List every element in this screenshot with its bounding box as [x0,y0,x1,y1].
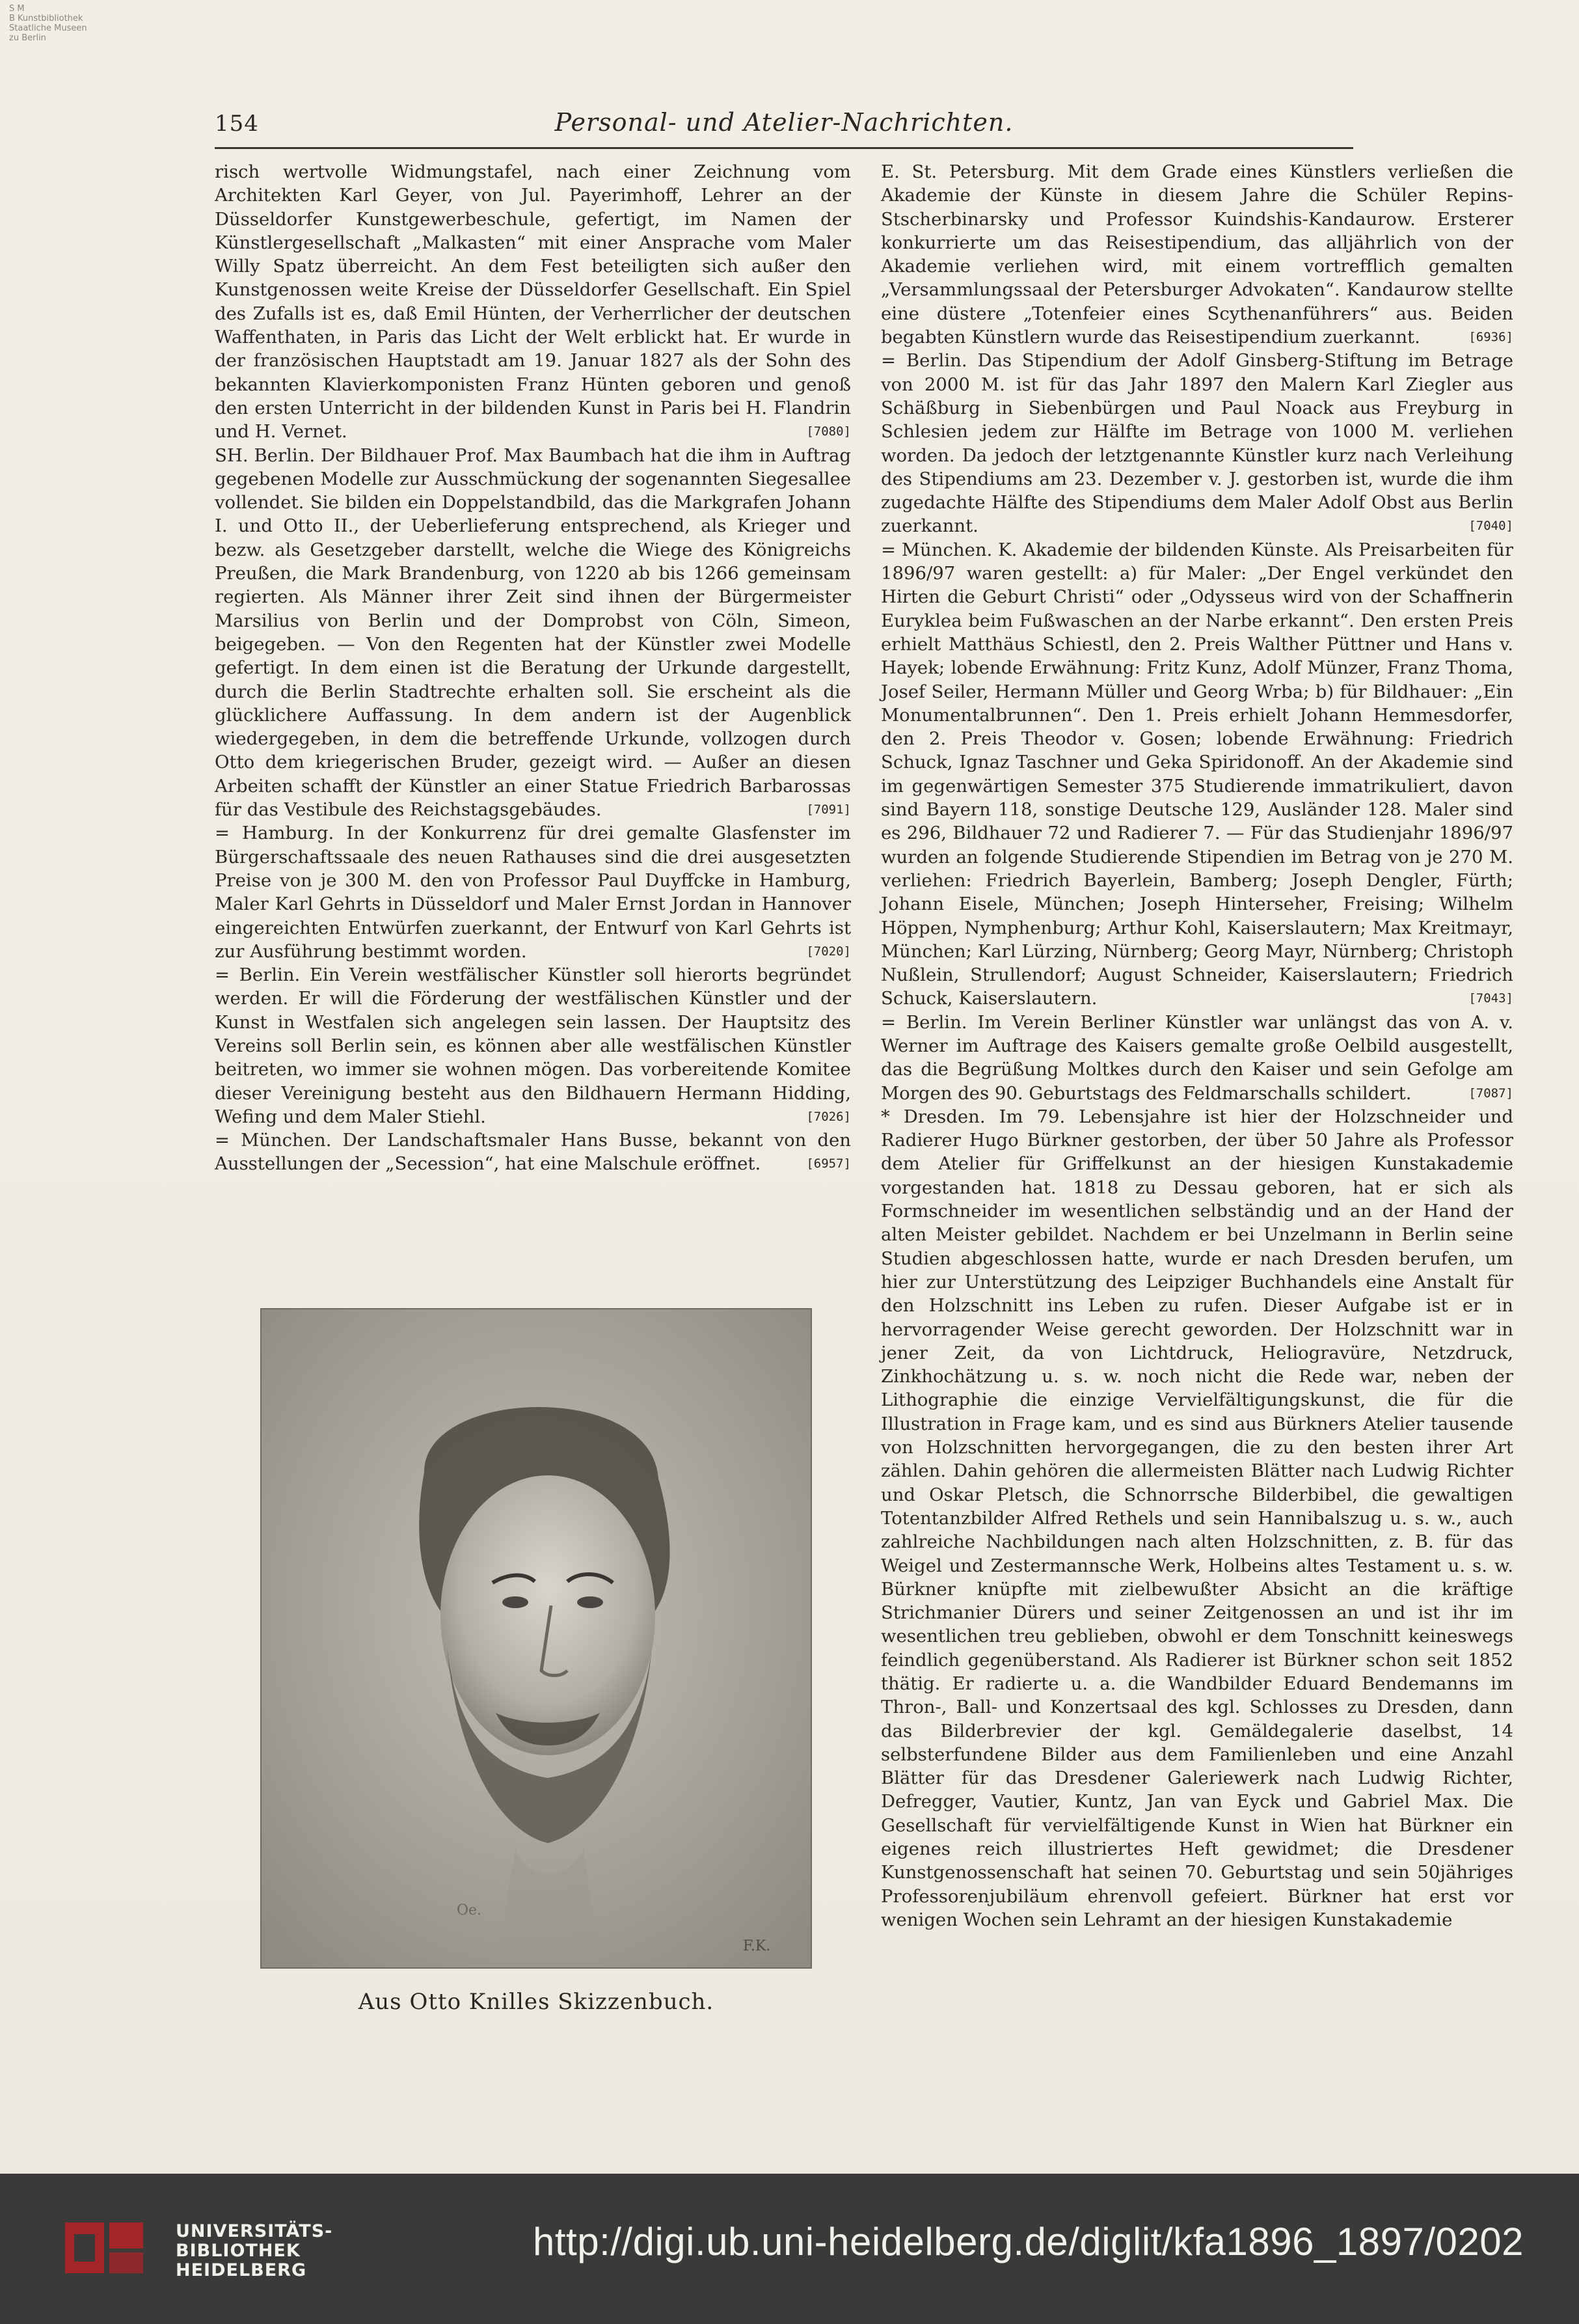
article-reference: [7026] [806,1109,851,1124]
article-reference: [7087] [1468,1086,1513,1100]
institution-line: BIBLIOTHEK [176,2241,301,2261]
paragraph-text: * Dresden. Im 79. Lebensjahre ist hier der Holzschneider und Radierer Hugo Bürkner gestorben, der über 50 Jahre als Professor dem Atelier für Griffelkunst an der hiesigen Kunstakademie vorgestanden hat. 1818 zu Dessau geboren, hat er sich als Formschneider im wesentlichen selbständig und an der Hand der alten Meister gebildet. Nachdem er bei Unzelmann in Berlin seine Studien abgeschlossen hatte, wurde er nach Dresden berufen, um hier zur Unterstützung des Leipziger Buchhandels eine Anstalt für den Holzschnitt ins Leben zu rufen. Dieser Aufgabe ist er in hervorragender Weise gerecht geworden. Der Holzschnitt war in jener Zeit, da von Lichtdruck, Heliogravüre, Netzdruck, Zinkhochätzung u. s. w. noch nicht die Rede war, neben der Lithographie die einzige Vervielfältigungskunst, die für die Illustration in Frage kam, und es sind aus Bürkners Atelier tausende von Holzschnitten hervorgegangen, die zu den besten ihrer Art zählen. Dahin gehören die allermeisten Blätter nach Ludwig Richter und Oskar Pletsch, die Schnorrsche Bilderbibel, die gewaltigen Totentanzbilder Alfred Rethels und sein Hannibalszug u. s. w., auch zahlreiche Nachbildungen nach alten Holzschnitten, z. B. für das Weigel und Zestermannsche Werk, Holbeins altes Testament u. s. w. Bürkner knüpfte mit zielbewußter Absicht an die kräftige Strichmanier Dürers und seiner Zeitgenossen an und ist ihr im wesentlichen treu geblieben, obwohl er dem Tonschnitt keineswegs feindlich gegenüberstand. Als Radierer ist Bürkner schon seit 1852 thätig. Er radierte u. a. die Wandbilder Eduard Bendemanns im Thron-, Ball- und Konzertsaal des kgl. Schlosses zu Dresden, dann das Bilderbrevier der kgl. Gemäldegalerie daselbst, 14 selbsterfundene Bilder aus dem Familienleben und eine Anzahl Blätter für das Dresdener Galeriewerk nach Ludwig Richter, Defregger, Vautier, Kuntz, Jan van Eyck und Gabriel Max. Die Gesellschaft für vervielfältigende Kunst in Wien hat Bürkner ein eigenes reich illustriertes Heft gewidmet; die Dresdener Kunstgenossenschaft hat seinen 70. Geburtstag und sein 50jähriges Professorenjubiläum ehrenvoll gefeiert. Bürkner hat erst vor wenigen Wochen sein Lehramt an der hiesigen Kunstakademie [881,1106,1513,1930]
article-reference: [7043] [1468,991,1513,1006]
paragraph-text: risch wertvolle Widmungstafel, nach einer Zeichnung vom Architekten Karl Geyer, von Jul. Payerimhoff, Lehrer an der Düsseldorfer Kunstgewerbeschule, gefertigt, im Namen der Künstlergesellschaft „Malkasten“ mit einer Ansprache vom Maler Willy Spatz überreicht. An dem Fest beteiligten sich außer den Kunstgenossen weite Kreise der Düsseldorfer Gesellschaft. Ein Spiel des Zufalls ist es, daß Emil Hünten, der Verherrlicher der deutschen Waffenthaten, in Paris das Licht der Welt erblickt hat. Er wurde in der französischen Hauptstadt am 19. Januar 1827 als der Sohn des bekannten Klavierkomponisten Franz Hünten geboren und genoß den ersten Unterricht in der bildenden Kunst in Paris bei H. Flandrin und H. Vernet. [215,161,851,443]
paragraph-text: = München. Der Landschaftsmaler Hans Busse, bekannt von den Ausstellungen der „Secession“, hat eine Malschule eröffnet. [215,1130,851,1175]
article-paragraph [215,444,851,822]
article-reference: [7080] [806,424,851,439]
permalink-url[interactable]: http://digi.ub.uni-heidelberg.de/diglit/kfa1896_1897/0202 [533,2220,1524,2263]
paragraph-text: SH. Berlin. Der Bildhauer Prof. Max Baumbach hat die ihm in Auftrag gegebenen Modelle zur Ausschmückung der sogenannten Siegesallee vollendet. Sie bilden ein Doppelstandbild, das die Markgrafen Johann I. und Otto II., der Ueberlieferung entsprechend, als Krieger und bezw. als Gesetzgeber darstellt, welche die Wiege des Königreichs Preußen, die Mark Brandenburg, von 1220 ab bis 1266 gemeinsam regierten. Als Männer ihrer Zeit sind ihnen der Bürgermeister Marsilius von Berlin und der Domprobst von Cöln, Simeon, beigegeben. — Von den Regenten hat der Künstler zwei Modelle gefertigt. In dem einen ist die Beratung der Urkunde dargestellt, durch die Berlin Stadtrechte erhalten soll. Sie erscheint als die glücklichere Auffassung. In dem andern ist der Augenblick wiedergegeben, in dem die betreffende Urkunde, vollzogen durch Otto dem kriegerischen Bruder, gezeigt wird. — Außer an diesen Arbeiten schafft der Künstler an einer Statue Friedrich Barbarossas für das Vestibule des Reichstagsgebäudes. [215,444,851,821]
paragraph-text: = Berlin. Ein Verein westfälischer Künstler soll hierorts begründet werden. Er will die Förderung der westfälischen Künstler und der Kunst in Westfalen sich angelegen sein lassen. Der Hauptsitz des Vereins soll Berlin sein, es können aber alle westfälischen Künstler beitreten, wo immer sie wohnen mögen. Das vorbereitende Komitee dieser Vereinigung besteht aus den Bildhauern Hermann Hidding, Wefing und dem Maler Stiehl. [215,964,851,1127]
paragraph-text: = Berlin. Im Verein Berliner Künstler war unlängst das von A. v. Werner im Auftrage des Kaisers gemalte große Oelbild ausgestellt, das die Begrüßung Moltkes durch den Kaiser und sein Gefolge am Morgen des 90. Geburtstags des Feldmarschalls schildert. [881,1011,1513,1104]
paragraph-text: = Hamburg. In der Konkurrenz für drei gemalte Glasfenster im Bürgerschaftssaale des neuen Rathauses sind die drei ausgesetzten Preise von je 300 M. den von Professor Paul Duyffcke in Hamburg, Maler Karl Gehrts in Düsseldorf und Maler Ernst Jordan in Hannover eingereichten Entwürfen zuerkannt, der Entwurf von Karl Gehrts ist zur Ausführung bestimmt worden. [215,823,851,962]
library-stamp [9,4,107,43]
institution-line: UNIVERSITÄTS- [176,2221,333,2241]
article-paragraph [215,963,851,1128]
paragraph-text: E. St. Petersburg. Mit dem Grade eines Künstlers verließen die Akademie der Künste in diesem Jahre die Schüler Repins-Stscherbinarsky und Professor Kuindshis-Kandaurow. Ersterer konkurrierte um das Reisestipendium, das alljährlich von der Akademie verliehen wird, mit einem vortrefflich gemalten „Versammlungssaal der Petersburger Advokaten“. Kandaurow stellte eine düstere „Totenfeier eines Scythenanführers“ aus. Beiden begabten Künstlern wurde das Reisestipendium zuerkannt. [881,161,1513,348]
left-column [215,160,851,1176]
stamp-line: S M [9,4,25,14]
university-seal-icon [52,2209,156,2286]
svg-text:Oe.: Oe. [457,1902,482,1919]
header-rule [215,147,1353,149]
svg-text:F.K.: F.K. [743,1938,771,1954]
article-reference: [7020] [806,944,851,959]
paragraph-text: = München. K. Akademie der bildenden Künste. Als Preisarbeiten für 1896/97 waren gestellt: a) für Maler: „Der Engel verkündet den Hirten die Geburt Christi“ oder „Odysseus wird von der Schaffnerin Euryklea beim Fußwaschen an der Narbe erkannt“. Den ersten Preis erhielt Matthäus Schiestl, den 2. Preis Walther Püttner und Hans v. Hayek; lobende Erwähnung: Fritz Kunz, Adolf Münzer, Franz Thoma, Josef Seiler, Hermann Müller und Georg Wrba; b) für Bildhauer: „Ein Monumentalbrunnen“. Den 1. Preis erhielt Johann Hemmesdorfer, den 2. Preis Theodor v. Gosen; lobende Erwähnung: Friedrich Schuck, Ignaz Taschner und Geka Spiridonoff. An der Akademie sind im gegenwärtigen Semester 375 Studierende immatrikuliert, davon sind Bayern 118, sonstige Deutsche 129, Ausländer 128. Maler sind es 296, Bildhauer 72 und Radierer 7. — Für das Studienjahr 1896/97 wurden an folgende Studierende Stipendien im Betrag von je 270 M. verliehen: Friedrich Bayerlein, Bamberg; Joseph Dengler, Fürth; Johann Eisele, München; Joseph Hinterseher, Freising; Wilhelm Höppen, Nymphenburg; Arthur Kohl, Kaiserslautern; Max Kreitmayr, München; Karl Lürzing, Nürnberg; Georg Mayr, Nürnberg; Christoph Nußlein, Strullendorf; August Schneider, Kaiserslautern; Friedrich Schuck, Kaiserslautern. [881,539,1513,1009]
stamp-line: Staatliche Museen [9,23,87,33]
institution-line: HEIDELBERG [176,2260,307,2280]
page-number: 154 [215,111,259,137]
article-paragraph [215,821,851,963]
running-title: Personal- und Atelier-Nachrichten. [554,108,1014,137]
article-reference: [7091] [806,802,851,817]
article-paragraph [215,1128,851,1176]
institution-name [176,2222,332,2280]
article-paragraph [881,1105,1513,1932]
portrait-figure [260,1308,812,1969]
article-paragraph [881,1011,1513,1105]
article-paragraph [881,538,1513,1011]
page-header [215,104,1353,143]
article-reference: [6936] [1468,330,1513,345]
article-paragraph [215,160,851,444]
paragraph-text: = Berlin. Das Stipendium der Adolf Ginsberg-Stiftung im Betrage von 2000 M. ist für das Jahr 1897 den Malern Karl Ziegler aus Schäßburg in Siebenbürgen und Paul Noack aus Freyburg in Schlesien jedem zur Hälfte im Betrage von 1000 M. verliehen worden. Da jedoch der letztgenannte Künstler kurz nach Verleihung des Stipendiums am 23. Dezember v. J. gestorben ist, wurde die ihm zugedachte Hälfte des Stipendiums dem Maler Adolf Obst aus Berlin zuerkannt. [881,350,1513,537]
article-reference: [6957] [806,1156,851,1171]
stamp-line: zu Berlin [9,33,46,43]
stamp-line: B Kunstbibliothek [9,14,83,23]
portrait-sketch-icon [262,1309,811,1967]
article-paragraph [881,349,1513,538]
figure-caption: Aus Otto Knilles Skizzenbuch. [358,1989,714,2015]
right-column [881,160,1513,1932]
article-paragraph [881,160,1513,349]
article-reference: [7040] [1468,519,1513,534]
